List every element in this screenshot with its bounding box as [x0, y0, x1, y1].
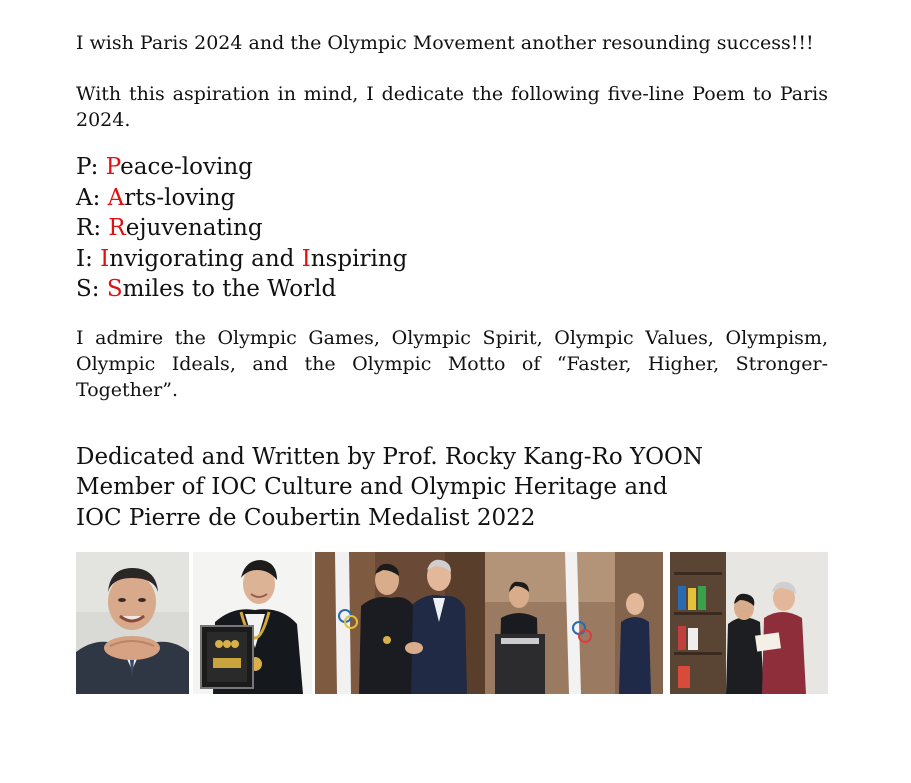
poem-initial-second: I [301, 245, 311, 272]
dedication-paragraph: With this aspiration in mind, I dedicate the following five-line Poem to Paris 2024. [76, 83, 828, 131]
poem-initial: A [107, 184, 125, 211]
handshake-image [315, 552, 485, 694]
poem-rest: rts-loving [124, 184, 236, 211]
podium-photo [485, 552, 663, 694]
poem-rest: eace-loving [120, 154, 253, 180]
poem-prefix: A: [76, 184, 108, 211]
poem-rest: miles to the World [122, 276, 337, 302]
poem-line-p [76, 152, 828, 183]
poem-initial: P [105, 154, 121, 180]
poem-prefix: P: [76, 154, 106, 180]
poem-line-a [76, 183, 828, 214]
photo-strip [76, 552, 828, 694]
poem-prefix: S: [76, 276, 107, 302]
poem-prefix: I: [76, 245, 101, 272]
poem-line-r [76, 213, 828, 244]
author-credits [76, 442, 828, 534]
wish-paragraph: I wish Paris 2024 and the Olympic Movement another resounding success!!! [76, 32, 814, 54]
credit-line-author: Dedicated and Written by Prof. Rocky Kang-Ro YOON [76, 443, 703, 470]
credit-line-medal: IOC Pierre de Coubertin Medalist 2022 [76, 504, 536, 531]
poem-line-s [76, 274, 828, 305]
portrait-image [76, 552, 189, 694]
document-body [76, 30, 828, 533]
poem-prefix: R: [76, 215, 109, 241]
podium-image [485, 552, 663, 694]
poem-initial: R [108, 215, 126, 241]
poem-rest-second: nspiring [310, 245, 408, 272]
handshake-photo [315, 552, 485, 694]
poem-initial: I [100, 245, 110, 272]
award-image [193, 552, 312, 694]
office-image [670, 552, 828, 694]
poem-rest: ejuvenating [125, 215, 263, 241]
acrostic-poem [76, 152, 828, 305]
poem-rest: nvigorating and [109, 245, 302, 272]
credit-line-member: Member of IOC Culture and Olympic Heritage and [76, 474, 668, 500]
admire-paragraph: I admire the Olympic Games, Olympic Spirit, Olympic Values, Olympism, Olympic Ideals, and the Olympic Motto of “Faster, Higher, Stronger-Together”. [76, 326, 828, 401]
poem-line-i [76, 244, 828, 275]
portrait-photo [76, 552, 189, 694]
award-photo [193, 552, 312, 694]
poem-initial: S [106, 276, 123, 302]
office-photo [670, 552, 828, 694]
